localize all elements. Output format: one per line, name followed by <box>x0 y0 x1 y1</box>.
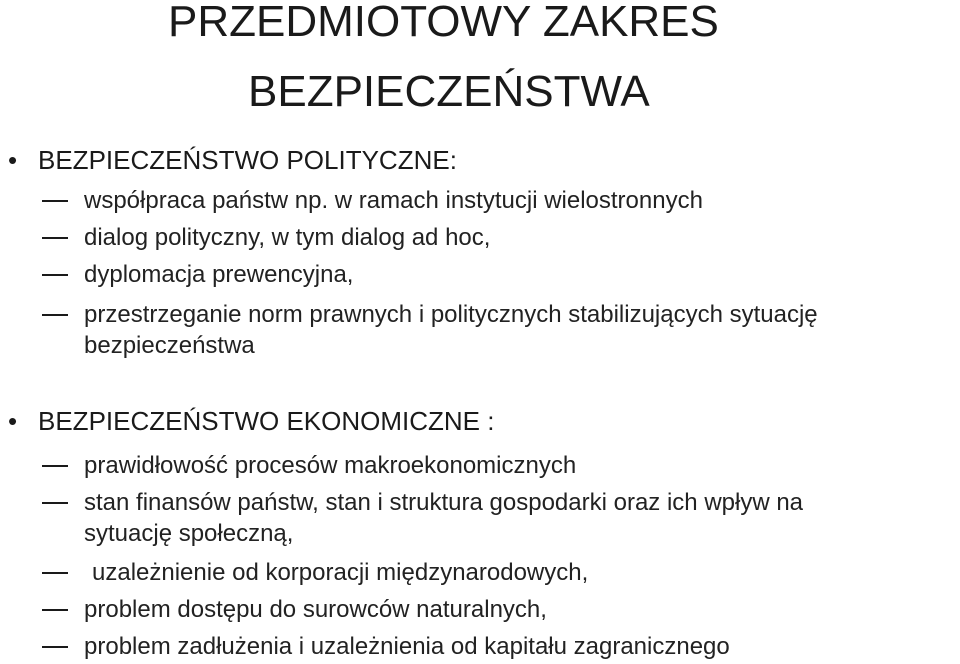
list-item-text: stan finansów państw, stan i struktura gospodarki oraz ich wpływ na <box>84 489 804 516</box>
dash-icon <box>42 502 68 504</box>
list-item-text: uzależnienie od korporacji międzynarodowych, <box>92 559 589 586</box>
title-line-1: PRZEDMIOTOWY ZAKRES <box>168 0 719 46</box>
section-heading-text: BEZPIECZEŃSTWO POLITYCZNE: <box>38 145 457 175</box>
dash-icon <box>42 237 68 239</box>
bullet-icon: • <box>8 145 18 175</box>
dash-icon <box>42 314 68 316</box>
dash-icon <box>42 200 68 202</box>
dash-icon <box>42 274 68 276</box>
list-item-text: dyplomacja prewencyjna, <box>84 261 354 288</box>
list-item-text: dialog polityczny, w tym dialog ad hoc, <box>84 224 491 251</box>
list-item-text: problem dostępu do surowców naturalnych, <box>84 596 547 623</box>
dash-icon <box>42 572 68 574</box>
dash-icon <box>42 646 68 648</box>
bullet-icon: • <box>8 406 18 436</box>
list-item-continuation: bezpieczeństwa <box>84 332 255 359</box>
list-item-continuation: sytuację społeczną, <box>84 520 294 547</box>
dash-icon <box>42 609 68 611</box>
section-heading-text: BEZPIECZEŃSTWO EKONOMICZNE : <box>38 406 495 436</box>
list-item-text: problem zadłużenia i uzależnienia od kapitału zagranicznego <box>84 633 730 660</box>
title-line-2: BEZPIECZEŃSTWA <box>248 67 650 116</box>
list-item-text: przestrzeganie norm prawnych i politycznych stabilizujących sytuację <box>84 301 818 328</box>
list-item-text: współpraca państw np. w ramach instytucji wielostronnych <box>84 187 703 214</box>
list-item-text: prawidłowość procesów makroekonomicznych <box>84 452 577 479</box>
dash-icon <box>42 465 68 467</box>
